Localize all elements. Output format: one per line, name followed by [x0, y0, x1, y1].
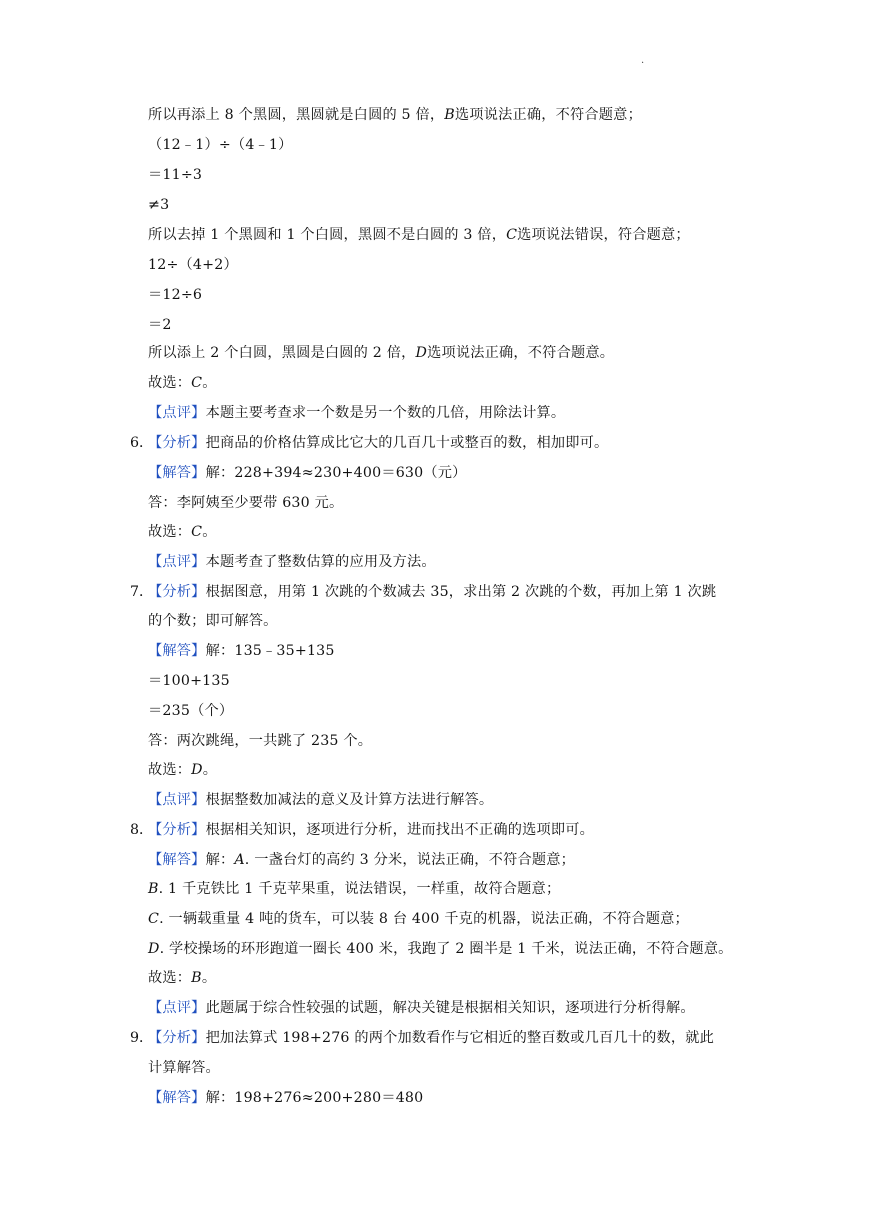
text-segment: . 一辆载重量 4 吨的货车，可以装 8 台 400 千克的机器，说法正确，不符合题意；	[159, 911, 689, 927]
text-segment: 把商品的价格估算成比它大的几百几十或整百的数，相加即可。	[205, 435, 609, 451]
text-segment: ＝11÷3	[148, 167, 203, 183]
option-letter: D	[148, 941, 160, 957]
text-line	[148, 517, 217, 547]
text-line	[148, 190, 169, 220]
section-tag: 【分析】	[148, 822, 206, 838]
section-tag: 【解答】	[148, 1090, 206, 1106]
text-segment: 根据图意，用第 1 次跳的个数减去 35，求出第 2 次跳的个数，再加上第 1 次跳	[205, 584, 717, 600]
text-line	[148, 250, 238, 280]
text-segment: ≠3	[148, 197, 170, 213]
text-segment: 。	[202, 762, 218, 778]
text-line	[148, 428, 608, 458]
text-segment: 所以添上 2 个白圆，黑圆是白圆的 2 倍，	[148, 345, 416, 361]
text-line	[148, 338, 614, 368]
text-line	[148, 458, 467, 488]
section-tag: 【解答】	[148, 643, 206, 659]
text-line	[148, 963, 216, 993]
section-tag: 【点评】	[148, 405, 206, 421]
text-line	[148, 606, 278, 636]
text-line	[148, 755, 217, 785]
text-line	[148, 1053, 220, 1083]
text-segment: 选项说法正确，不符合题意。	[427, 345, 615, 361]
text-line	[148, 368, 217, 398]
text-segment: ＝12÷6	[148, 287, 203, 303]
text-segment: . 学校操场的环形跑道一圈长 400 米，我跑了 2 圈半是 1 千米，说法正确，不符合题意。	[159, 941, 733, 957]
section-tag: 【点评】	[148, 1000, 206, 1016]
option-letter: B	[148, 881, 159, 897]
text-segment: 此题属于综合性较强的试题，解决关键是根据相关知识，逐项进行分析得解。	[205, 1000, 695, 1016]
option-letter: C	[191, 375, 203, 391]
text-line	[148, 577, 716, 607]
text-segment: 。	[201, 970, 217, 986]
text-line	[148, 934, 733, 964]
section-tag: 【分析】	[148, 1030, 206, 1046]
page-marker: .	[641, 55, 645, 66]
text-segment: 。	[202, 375, 217, 391]
question-number: 9．	[130, 1030, 154, 1046]
text-line	[148, 904, 689, 934]
text-segment: 答：李阿姨至少要带 630 元。	[148, 495, 344, 511]
text-segment: 12÷（4+2）	[148, 257, 238, 273]
text-segment: 解：135﹣35+135	[205, 643, 335, 659]
option-letter: C	[506, 227, 518, 243]
text-line	[148, 666, 230, 696]
text-segment: 的个数；即可解答。	[148, 613, 278, 629]
text-segment: 故选：	[148, 524, 192, 540]
section-tag: 【点评】	[148, 792, 206, 808]
text-line	[148, 130, 293, 160]
option-letter: A	[234, 852, 245, 868]
text-line	[148, 815, 594, 845]
text-segment: 本题主要考查求一个数是另一个数的几倍，用除法计算。	[205, 405, 566, 421]
text-segment: 解：	[205, 852, 235, 868]
question-number: 7．	[130, 584, 154, 600]
option-letter: D	[191, 762, 203, 778]
question-number: 8．	[130, 822, 154, 838]
text-line	[148, 280, 202, 310]
option-letter: B	[444, 107, 455, 123]
text-line	[148, 160, 202, 190]
option-letter: C	[191, 524, 203, 540]
text-line	[148, 1083, 423, 1113]
option-letter: C	[148, 911, 160, 927]
option-letter: B	[191, 970, 202, 986]
text-segment: 所以去掉 1 个黑圆和 1 个白圆，黑圆不是白圆的 3 倍，	[148, 227, 507, 243]
option-letter: D	[415, 345, 428, 361]
text-segment: 解：198+276≈200+280＝480	[205, 1090, 424, 1106]
text-line	[148, 1023, 714, 1053]
text-line	[148, 310, 172, 340]
question-number: 6．	[130, 435, 154, 451]
section-tag: 【分析】	[148, 435, 206, 451]
text-line	[148, 993, 695, 1023]
text-segment: 根据整数加减法的意义及计算方法进行解答。	[205, 792, 494, 808]
text-line	[148, 398, 565, 428]
text-line	[148, 726, 372, 756]
text-segment: 选项说法错误，符合题意；	[517, 227, 690, 243]
text-segment: 答：两次跳绳，一共跳了 235 个。	[148, 733, 373, 749]
text-segment: 把加法算式 198+276 的两个加数看作与它相近的整百数或几百几十的数，就此	[205, 1030, 715, 1046]
text-segment: 。	[202, 524, 217, 540]
text-segment: 故选：	[148, 375, 192, 391]
text-segment: 本题考查了整数估算的应用及方法。	[205, 554, 436, 570]
text-line	[148, 488, 343, 518]
text-line	[148, 696, 233, 726]
text-segment: 选项说法正确，不符合题意；	[454, 107, 642, 123]
text-segment: . 一盏台灯的高约 3 分米，说法正确，不符合题意；	[244, 852, 576, 868]
text-line	[148, 100, 642, 130]
text-line	[148, 220, 690, 250]
section-tag: 【点评】	[148, 554, 206, 570]
text-line	[148, 874, 560, 904]
text-line	[148, 547, 436, 577]
text-segment: ＝235（个）	[148, 703, 234, 719]
text-segment: 根据相关知识，逐项进行分析，进而找出不正确的选项即可。	[205, 822, 595, 838]
text-segment: 解：228+394≈230+400＝630（元）	[205, 465, 467, 481]
text-segment: 计算解答。	[148, 1060, 220, 1076]
section-tag: 【分析】	[148, 584, 206, 600]
text-segment: . 1 千克铁比 1 千克苹果重，说法错误，一样重，故符合题意；	[158, 881, 561, 897]
text-line	[148, 785, 493, 815]
text-segment: 故选：	[148, 970, 192, 986]
text-segment: 所以再添上 8 个黑圆，黑圆就是白圆的 5 倍，	[148, 107, 445, 123]
text-line	[148, 845, 575, 875]
text-segment: （12﹣1）÷（4﹣1）	[148, 137, 293, 153]
text-line	[148, 636, 335, 666]
text-segment: 故选：	[148, 762, 192, 778]
section-tag: 【解答】	[148, 852, 206, 868]
section-tag: 【解答】	[148, 465, 206, 481]
text-segment: ＝2	[148, 317, 172, 333]
text-segment: ＝100+135	[148, 673, 230, 689]
